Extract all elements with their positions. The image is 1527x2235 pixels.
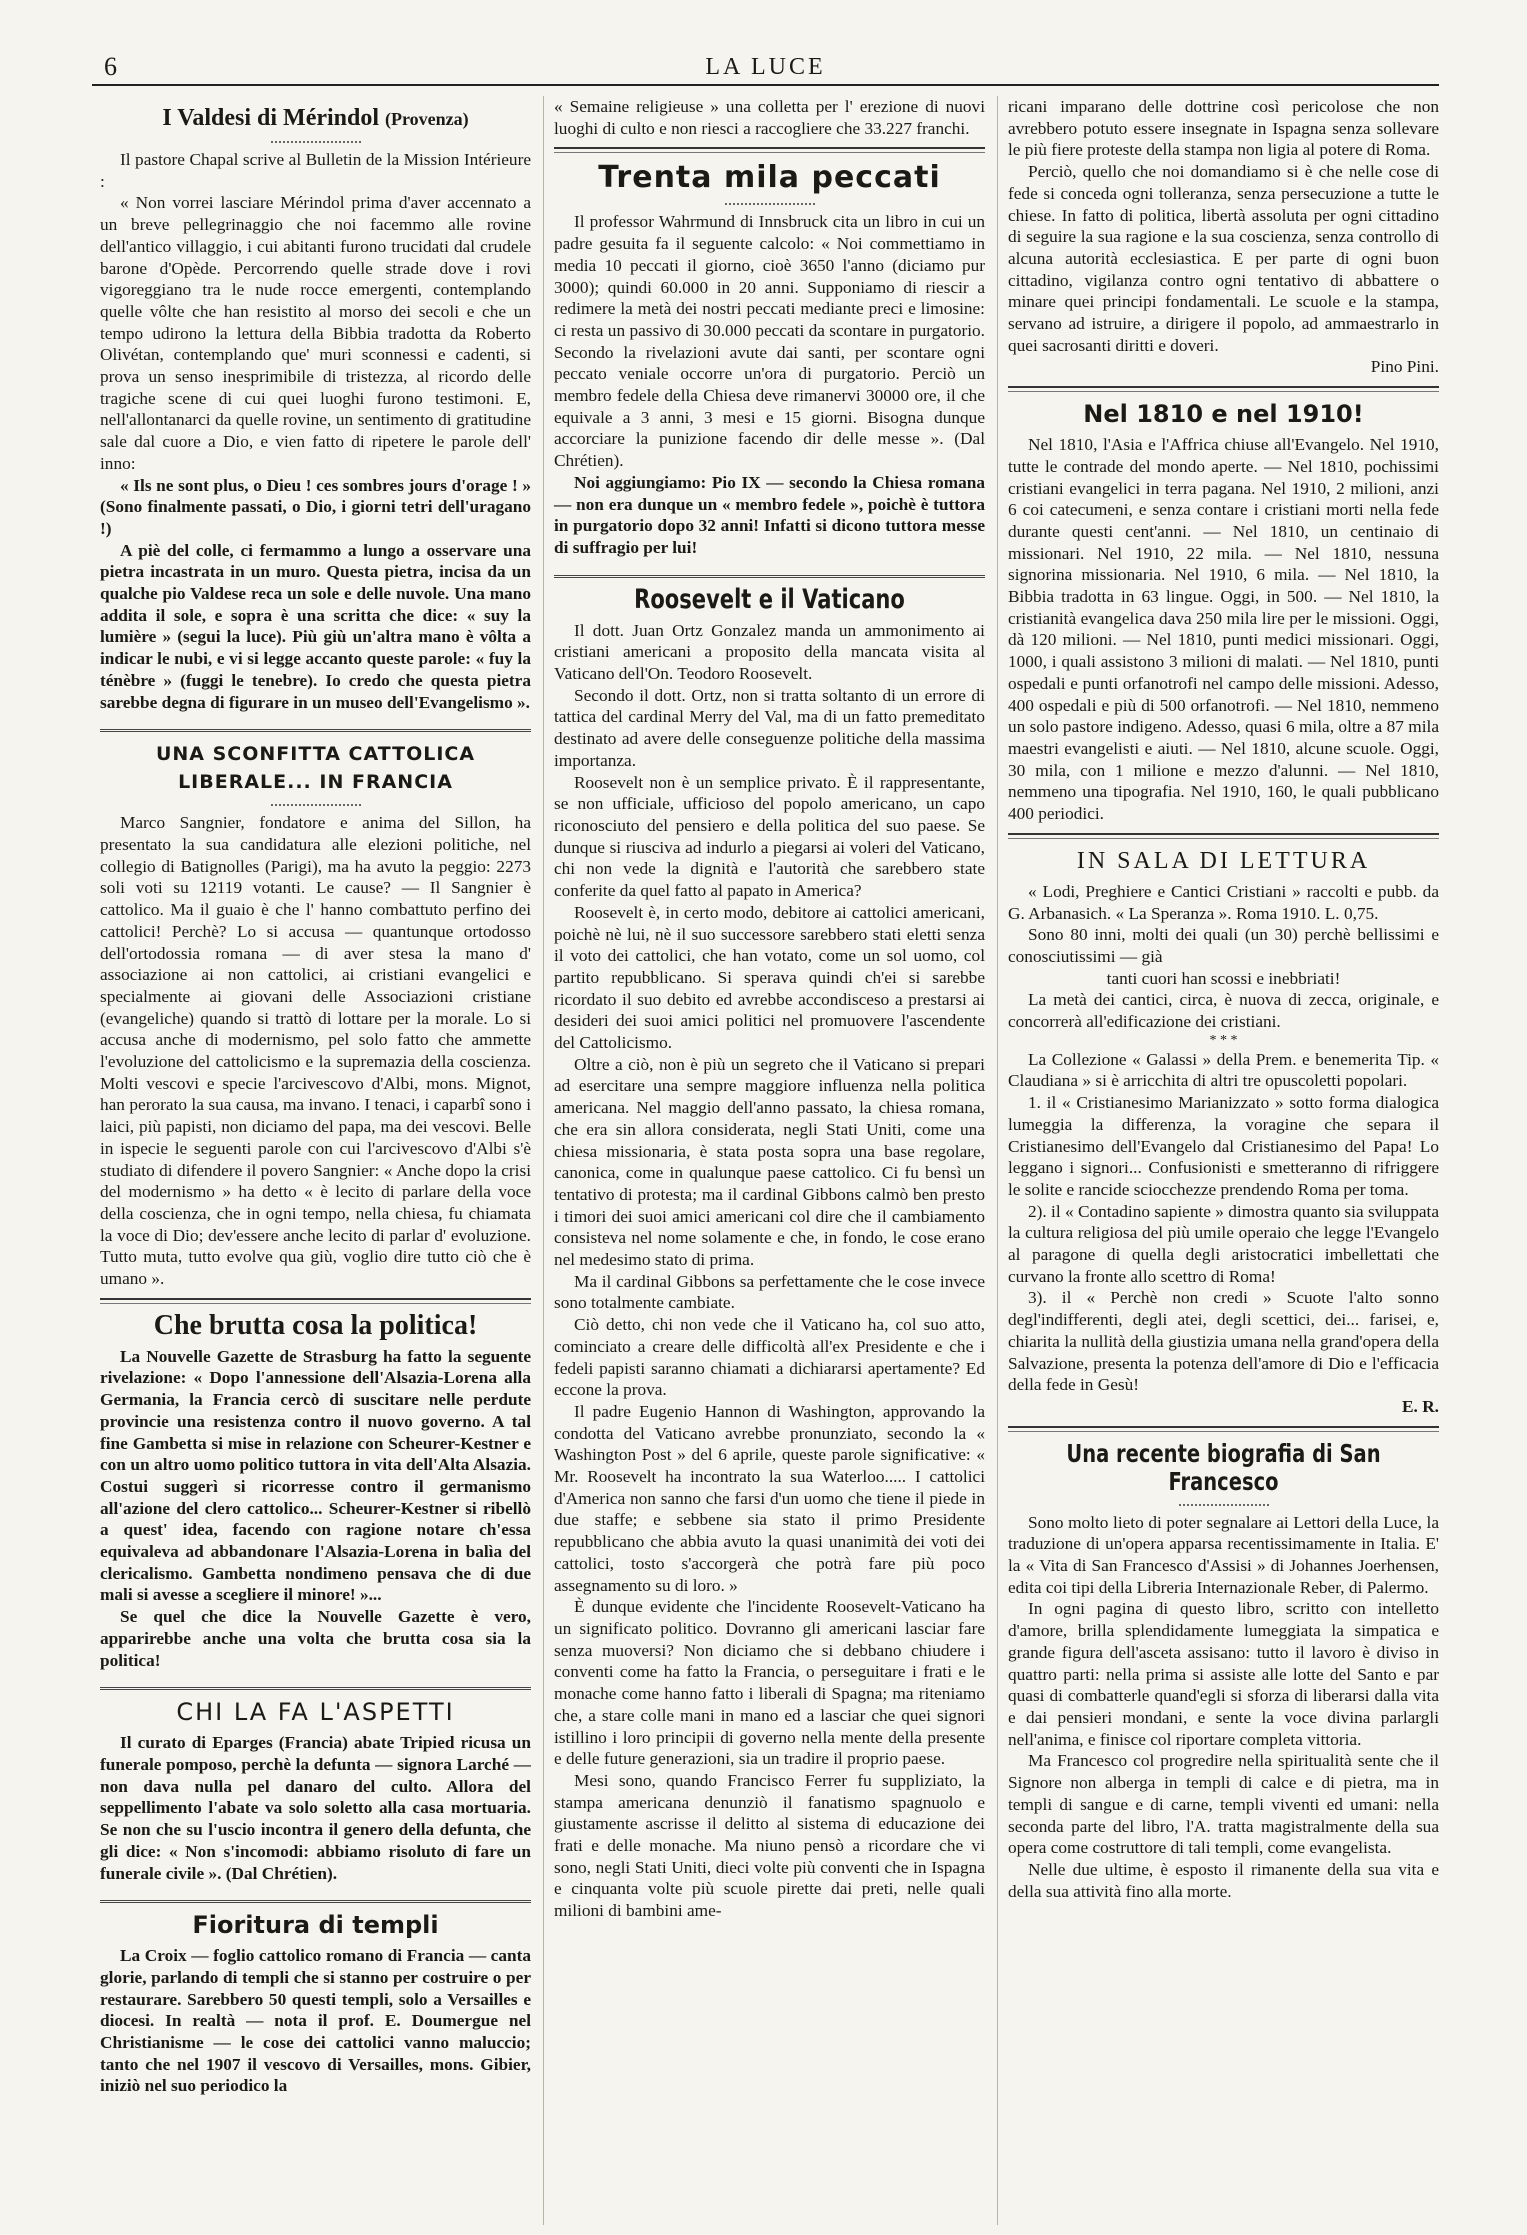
asterism: * * *: [1209, 1032, 1238, 1048]
paragraph: « Lodi, Preghiere e Cantici Cristiani » raccolti e pubb. da G. Arbanasich. « La Speranza ». Roma 1910. L. 0,75.: [1008, 881, 1439, 923]
paragraph: « Semaine religieuse » una colletta per l' erezione di nuovi luoghi di culto e non riesci a raccogliere che 33.227 franchi.: [554, 97, 985, 138]
article-title-valdesi-main: I Valdesi di Mérindol: [162, 105, 380, 131]
paragraph: « Non vorrei lasciare Mérindol prima d'aver accennato a un breve pellegrinaggio che noi facemmo alle rovine dell'antico villaggio, i cui abitanti furono trucidati dal crudele barone d'Opède. Percorrendo quelle strade dove i rovi vigoreggiano tra le nude rocce emergenti, contemplando quelle vôlte che han resistito al morso dei secoli e che un tempo udirono la lettura della Bibbia tradotta da Roberto Olivétan, contemplando que' muri sconnessi e cadenti, si prova un senso inesprimibile di tristezza, al ricordo delle tragiche scene di cui quei luoghi furono testimoni. E, nell'allontanarci da quelle rovine, un sentimento di gratitudine sale dal cuore a Dio, e vien fatto di ripetere le parole dell' inno:: [100, 193, 531, 473]
paragraph: Noi aggiungiamo: Pio IX — secondo la Chiesa romana — non era dunque un « membro fedele », poichè è tuttora in purgatorio dopo 32 anni! Infatti si dicono tuttora messe di suffragio per lui!: [554, 472, 985, 557]
article-title-valdesi-sub: (Provenza): [385, 109, 469, 129]
paragraph: « Ils ne sont plus, o Dieu ! ces sombres jours d'orage ! » (Sono finalmente passati, o Dio, i giorni tetri dell'uragano !): [100, 475, 531, 538]
column-3: [997, 96, 1439, 2225]
paragraph: La Collezione « Galassi » della Prem. e benemerita Tip. « Claudiana » si è arricchita di altri tre opuscoletti popolari.: [1008, 1049, 1439, 1091]
article-title-aspetti: CHI LA FA L'ASPETTI: [176, 1698, 455, 1727]
title-ornament: [271, 135, 361, 143]
paragraph: Mesi sono, quando Francisco Ferrer fu suppliziato, la stampa americana denunziò il fanatismo spagnuolo e giustamente ascrisse il delitto al sistema di educazione dei frati e delle monache. Ma niuno pensò a ricordare che vi sono, negli Stati Uniti, dieci volte più conventi che in Ispagna e cinquanta volte più scuole pirette dai preti, nelle quali milioni di bambini ame-: [554, 1770, 985, 1921]
section-divider: [100, 1298, 531, 1304]
verse: tanti cuori han scossi e inebbriati!: [1106, 968, 1341, 988]
section-divider: [1008, 386, 1439, 392]
title-ornament: [1179, 1498, 1269, 1506]
column-2: [543, 96, 985, 2225]
paragraph: Il padre Eugenio Hannon di Washington, approvando la condotta del Vaticano avrebbe pronunziato, secondo la « Washington Post » del 6 aprile, queste parole significative: « Mr. Roosevelt ha incontrato la sua Waterloo..... I cattolici d'America non sanno che farsi d'un uomo che tiene il piede in due staffe; e sebbene sia stato il primo Presidente repubblicano che abbia avuto la quasi unanimità dei voti dei cattolici, tosto s'accorgerà che potrà fare più poco assegnamento su di loro. »: [554, 1401, 985, 1595]
section-divider: [100, 1679, 531, 1690]
paragraph: Ciò detto, chi non vede che il Vaticano ha, col suo atto, cominciato a creare delle difficoltà all'ex Presidente e che i fedeli papisti saranno chiamati a dichiararsi apertamente? Ed eccone la prova.: [554, 1315, 985, 1400]
paragraph: A piè del colle, ci fermammo a lungo a osservare una pietra incastrata in un muro. Questa pietra, incisa da un qualche pio Valdese reca un sole e delle nuvole. Una mano addita il sole, e sopra è una scritta che dice: « suy la lumière » (segui la luce). Più giù un'altra mano è vôlta a indicar le nubi, e vi si legge accanto queste parole: « fuy la ténèbre » (fuggi le tenebre). Io credo che questa pietra sarebbe degna di figurare in un museo dell'Evangelismo ».: [100, 540, 531, 712]
signature: E. R.: [1402, 1396, 1439, 1416]
page-number: 6: [104, 52, 117, 81]
section-divider: [1008, 833, 1439, 839]
article-title-fioritura: Fioritura di templi: [192, 1911, 439, 1940]
article-title-roosevelt: Roosevelt e il Vaticano: [634, 583, 905, 615]
column-1: [100, 96, 531, 2225]
paragraph: La metà dei cantici, circa, è nuova di zecca, originale, e concorrerà all'edificazione dei cristiani.: [1008, 990, 1439, 1032]
paragraph: Il dott. Juan Ortz Gonzalez manda un ammonimento ai cristiani americani a proposito della mancata visita al Vaticano dell'On. Teodoro Roosevelt.: [554, 620, 985, 684]
title-ornament: [271, 798, 361, 806]
paragraph: La Croix — foglio cattolico romano di Francia — canta glorie, parlando di templi che si stanno per costruire o per restaurare. Sarebbero 50 questi templi, solo a Versailles e diocesi. In realtà — nota il prof. E. Doumergue nel Christianisme — le cose dei cattolici vanno maluccio; tanto che nel 1907 il vescovo di Versailles, mons. Gibier, iniziò nel suo periodico la: [100, 1946, 531, 2096]
paragraph: Nelle due ultime, è esposto il rimanente della sua vita e della sua attività fino alla morte.: [1008, 1859, 1439, 1901]
paragraph: Sono molto lieto di poter segnalare ai Lettori della Luce, la traduzione di un'opera apparsa recentissimamente in Italia. E' la « Vita di San Francesco d'Assisi » di Johannes Joerhensen, edita coi tipi della Libreria Internazionale Reber, di Palermo.: [1008, 1512, 1439, 1597]
paragraph: Il curato di Eparges (Francia) abate Tripied ricusa un funerale pomposo, perchè la defunta — signora Larché — non dava nulla pel danaro del culto. Allora del seppellimento l'abate va solo soletto alla casa mortuaria. Se non che su l'uscio incontra il genero della defunta, che gli dice: « Non s'incomodi: abbiamo risoluto di fare un funerale civile ». (Dal Chrétien).: [100, 1733, 531, 1883]
paragraph: La Nouvelle Gazette de Strasburg ha fatto la seguente rivelazione: « Dopo l'annessione dell'Alsazia-Lorena alla Germania, la Francia cercò di suscitare nelle perdute provincie una resistenza contro il nuovo governo. A tal fine Gambetta si mise in relazione con Scheurer-Kestner e con un altro uomo politico tuttora in vita dell'Alta Alsazia. Costui suggerì si ricorresse contro il germanismo all'azione del clero cattolico... Scheurer-Kestner si ribellò a quest' idea, facendo con ragione notare ch'essa equivaleva ad abbandonare l'Alsazia-Lorena in balìa del clericalismo. Gambetta nondimeno pensava che di due mali si avesse a scegliere il minore! »...: [100, 1346, 531, 1605]
signature: Pino Pini.: [1370, 357, 1439, 377]
paragraph: Il pastore Chapal scrive al Bulletin de la Mission Intérieure :: [100, 150, 531, 191]
paragraph: Perciò, quello che noi domandiamo si è che nelle cose di fede si conceda ogni tolleranza, senza persecuzione a tutte le chiese. In fatto di politica, libertà assoluta per ogni cittadino di seguire la sua ragione e la sua coscienza, senza controllo di alcuna autorità ecclesiastica. E per parte di ogni buon cittadino, vigilanza contro ogni tentativo di abbattere o minare quei principi fondamentali. Le scuole e la stampa, servano ad istruire, a dirigere il popolo, ad ammaestrarlo in quei sacrosanti diritti e doveri.: [1008, 162, 1439, 355]
article-title-sconfitta: UNA SCONFITTA CATTOLICA LIBERALE... IN FRANCIA: [155, 743, 476, 794]
paragraph: Oltre a ciò, non è più un segreto che il Vaticano si prepari ad esercitare una sempre maggiore influenza nella politica americana. Nel maggio dell'anno passato, la chiesa romana, che era sin allora considerata, negli Stati Uniti, come una chiesa missionaria, è stata posta sopra una base regolare, canonica, come in qualunque paese cattolico. Ci fu bensì un tentativo di protesta; ma il cardinal Gibbons calmò ben presto i timori dei suoi amici americani col dire che il cambiamento consisteva nel nome solamente e che, in fondo, le cose erano nel medesimo stato di prima.: [554, 1054, 985, 1270]
paragraph: ricani imparano delle dottrine così pericolose che non avrebbero potuto essere insegnate in Ispagna senza sollevare le più fiere proteste della stampa non ligia al potere di Roma.: [1008, 97, 1439, 160]
article-title-anni: Nel 1810 e nel 1910!: [1083, 400, 1364, 429]
paragraph: È dunque evidente che l'incidente Roosevelt-Vaticano ha un significato politico. Dovranno gli americani lasciar fare senza muoversi? Non diciamo che si debbano chiudere i conventi come ha fatto la Francia, o perseguitare i frati e le monache come hanno fatto i liberali di Spagna; ma riteniamo che, a stare colle mani in mano ed a lasciar che quei signori istillino i loro principii di governo nella mente della presente e delle future generazioni, sia un tradire il proprio paese.: [554, 1597, 985, 1769]
article-title-valdesi: [100, 104, 531, 133]
section-divider: [554, 567, 985, 578]
article-title-lettura: IN SALA DI LETTURA: [1076, 847, 1371, 874]
paragraph: Se quel che dice la Nouvelle Gazette è vero, apparirebbe anche una volta che brutta cosa sia la politica!: [100, 1607, 531, 1670]
section-divider: [554, 147, 985, 153]
paragraph: 1. il « Cristianesimo Marianizzato » sotto forma dialogica lumeggia la differenza, la voragine che separa il Cristianesimo dell'Evangelo dal Cristianesimo del Papa! Lo leggano i signori... Confusionisti e smetteranno di rifriggere le solite e rancide sciocchezze prendendo Roma per toma.: [1008, 1093, 1439, 1199]
article-title-biografia: Una recente biografia di San Francesco: [1066, 1438, 1381, 1496]
paragraph: Nel 1810, l'Asia e l'Affrica chiuse all'Evangelo. Nel 1910, tutte le contrade del mondo aperte. — Nel 1810, pochissimi cristiani evangelici in terra pagana. Nel 1910, 2 milioni, anzi 6 coi catecumeni, e senza contare i cristiani morti nella fede durante questi cent'anni. — Nel 1810, un centinaio di missionari. Nel 1910, 22 mila. — Nel 1810, nessuna signorina missionaria. Nel 1910, 6 mila. — Nel 1810, la Bibbia tradotta in 63 lingue. Oggi, in 500. — Nel 1810, la cristianità evangelica dava 250 mila lire per le missioni. Oggi, dà 120 milioni. — Nel 1810, punti medici missionari. Oggi, 1000, i quali assistono 3 milioni di malati. — Nel 1810, punti ospedali e punti orfanotrofi nel campo delle missioni. Adesso, 400 ospedali e più di 500 orfanotrofi. — Nel 1810, nemmeno un solo pastore indigeno. Adesso, quasi 6 mila, oltre a 87 mila maestri evangelisti e aiuti. — Nel 1810, alcune scuole. Oggi, 30 mila, con 1 milione e mezzo d'alunni. — Nel 1810, nemmeno una tipografia. Nel 1910, 160, le quali pubblicano 400 periodici.: [1008, 435, 1439, 824]
paragraph: Marco Sangnier, fondatore e anima del Sillon, ha presentato la sua candidatura alle elezioni politiche, nel collegio di Batignolles (Parigi), ma ha avuto la peggio: 2273 soli voti su 12119 votanti. Le cause? — Il Sangnier è cattolico. Ma il guaio è che l' hanno combattuto perfino dei cattolici! Perchè? Lo si accusa — quantunque ortodosso dell'ortodossia romana — di aver stesa la mano d' associazione ai non cattolici, ai cristiani evangelici e specialmente ai giovani delle Associazioni cristiane (evangeliche) quando si trattò di lottare per la morale. Lo si accusa anche di modernismo, pel solo fatto che ammette l'evoluzione del cattolicismo e la supremazia della coscienza. Molti vescovi e specie l'arcivescovo d'Albi, mons. Mignot, han perorato la sua causa, ma invano. I tenaci, i caparbî sono i laici, più papisti, non diciamo del papa, ma dei vescovi. Belle in ispecie le seguenti parole con cui l'arcivescovo d'Albi s'è studiato di difendere il povero Sangnier: « Anche dopo la crisi del modernismo » ha detto « è lecito di parlare della voce della coscienza, che in ogni tempo, nella chiesa, fu chiamata la voce di Dio; dev'essere anche lecito di parlar d' evoluzione. Tutto muta, tutto evolve qua giù, voglio dire tutto ciò che è umano ».: [100, 813, 531, 1289]
section-divider: [100, 1892, 531, 1903]
paragraph: Roosevelt è, in certo modo, debitore ai cattolici americani, poichè nè lui, nè il suo successore sarebbero stati eletti senza il voto dei cattolici, che han votato, come un sol uomo, col partito repubblicano. Si sperava quindi ch'ei si sarebbe ricordato il suo debito ed avrebbe accondisceso a prestarsi ai desideri dei suoi amici politici nel promuovere l'ascendente del Cattolicismo.: [554, 902, 985, 1053]
paragraph: 3). il « Perchè non credi » Scuote l'alto sonno degl'indifferenti, degli atei, degli scettici, dei... farisei, e, chiarita la nullità della giustizia umana nella grand'opera della Salvazione, presenta la potenza dell'amore di Dio e l'efficacia della fede in Gesù!: [1008, 1288, 1439, 1395]
title-ornament: [725, 197, 815, 205]
paragraph: Ma il cardinal Gibbons sa perfettamente che le cose invece sono totalmente cambiate.: [554, 1271, 985, 1313]
section-divider: [1008, 1426, 1439, 1432]
section-divider: [100, 721, 531, 732]
article-title-politica: Che brutta cosa la politica!: [153, 1309, 478, 1341]
article-title-peccati: Trenta mila peccati: [598, 160, 941, 196]
columns: [100, 96, 1439, 2225]
paragraph: Sono 80 inni, molti dei quali (un 30) perchè bellissimi e conosciutissimi — già: [1008, 925, 1439, 966]
paragraph: Roosevelt non è un semplice privato. È il rappresentante, se non ufficiale, ufficioso del popolo americano, un capo riconosciuto del pensiero e della politica del suo paese. Se dunque si riusciva ad indurlo a piegarsi ai voleri del Vaticano, chi non vede la dignità e l'autorità che sarebbero state conferite da quel fatto al papato in America?: [554, 772, 985, 901]
paragraph: Ma Francesco col progredire nella spiritualità sente che il Signore non alberga in templi di calce e di pietra, ma in templi di sangue e di carne, templi viventi ed umani: nella seconda parte del libro, l'A. tratta magistralmente della sua opera come costruttore di tali templi, come evangelista.: [1008, 1751, 1439, 1858]
paragraph: In ogni pagina di questo libro, scritto con intelletto d'amore, brilla splendidamente lumeggiata la simpatica e grande figura dell'asceta assisano: tutto il lavoro è diviso in quattro parti: nella prima si assiste alle lotte del Santo e par quasi di combatterle quand'egli si sforza di liberarsi dalla vita e dai pensieri mondani, e sente la voce divina parlargli nell'anima, e finisce col riportare completa vittoria.: [1008, 1599, 1439, 1749]
paragraph: 2). il « Contadino sapiente » dimostra quanto sia sviluppata la cultura religiosa del più umile operaio che legge l'Evangelo al paragone di quella degli aristocratici imbellettati che curvano la fronte allo scettro di Roma!: [1008, 1201, 1439, 1286]
newspaper-title: LA LUCE: [705, 54, 826, 80]
masthead: [92, 46, 1439, 86]
paragraph: Il professor Wahrmund di Innsbruck cita un libro in cui un padre gesuita fa il seguente calcolo: « Noi commettiamo in media 10 peccati il giorno, cioè 3650 l'anno (diciamo pur 3000); quindi 60.000 in 20 anni. Supponiamo di riescir a redimere la metà dei nostri peccati mediante preci e limosine: ci resta un passivo di 30.000 peccati da scontare in purgatorio. Secondo la rivelazioni avute dai santi, per scontare ogni peccato veniale occorre un'ora di purgatorio. Perciò un membro fedele della Chiesa deve rimanervi 30000 ore, il che equivale a 3 anni, 3 mesi e 15 giorni. Bisogna dunque accorciare la punizione facendo dir delle messe ». (Dal Chrétien).: [554, 212, 985, 471]
paragraph: Secondo il dott. Ortz, non si tratta soltanto di un errore di tattica del cardinal Merry del Val, ma di un fatto premeditato destinato ad avere delle conseguenze politiche della massima importanza.: [554, 685, 985, 770]
